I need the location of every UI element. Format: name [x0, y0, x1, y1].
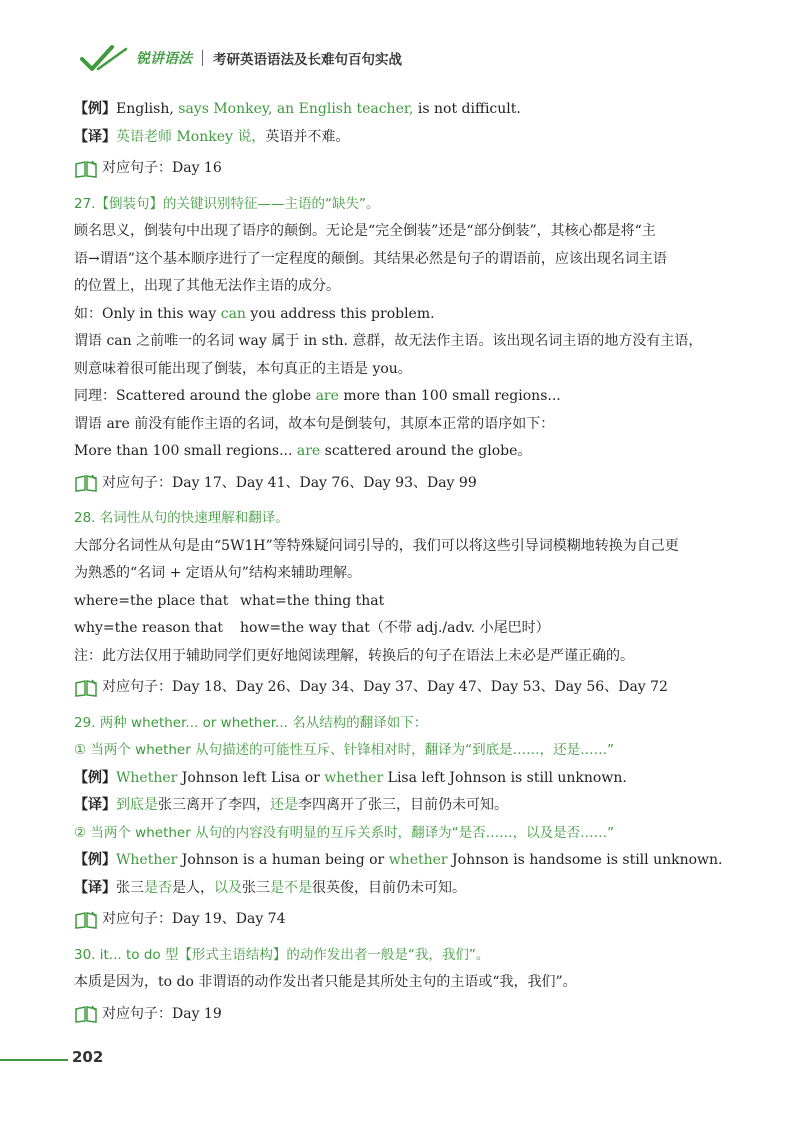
open-book-icon [74, 1004, 98, 1024]
open-book-icon [74, 159, 98, 179]
translation-sentence: 【译】到底是张三离开了李四，还是李四离开了张三，目前仍未可知。 [74, 797, 508, 813]
equivalence-row: where=the place that what=the thing that [74, 592, 385, 609]
paragraph-line: 谓语 are 前没有能作主语的名词，故本句是倒装句，其原本正常的语序如下： [74, 415, 555, 432]
ref-label: 对应句子： [102, 160, 172, 176]
header-separator [202, 50, 203, 66]
section-heading-29: 29. 两种 whether... or whether... 名从结构的翻译如下： [74, 714, 428, 731]
ref-sentences [74, 906, 764, 934]
ref-sentences [74, 155, 764, 183]
example-sentence: 同理：Scattered around the globe are more than 100 small regions... [74, 388, 561, 404]
ref-days: Day 16 [172, 160, 222, 176]
translation-sentence: 【译】张三是否是人，以及张三是不是很英俊，目前仍未可知。 [74, 879, 466, 896]
highlight: says Monkey, an English teacher, [178, 101, 414, 117]
paragraph-line: 为熟悉的“名词 + 定语从句”结构来辅助理解。 [74, 565, 361, 581]
example-sentence: 如：Only in this way can you address this problem. [74, 305, 435, 322]
translation-tag: 【译】 [74, 128, 116, 145]
page-number: 202 [72, 1048, 104, 1066]
ref-label: 对应句子： [102, 474, 172, 491]
ref-days: Day 18、Day 26、Day 34、Day 37、Day 47、Day 53、Day 56、Day 72 [172, 679, 668, 695]
paragraph-line: 则意味着很可能出现了倒装，本句真正的主语是 you。 [74, 360, 412, 377]
paragraph-line: 顾名思义，倒装句中出现了语序的颠倒。无论是“完全倒装”还是“部分倒装”，其核心都是将“主 [74, 223, 656, 239]
highlight: are [296, 443, 321, 459]
note: 注：此方法仅用于辅助同学们更好地阅读理解，转换后的句子在语法上未必是严谨正确的。 [74, 647, 634, 664]
check-pen-icon [78, 43, 134, 73]
ref-days: Day 17、Day 41、Day 76、Day 93、Day 99 [172, 474, 477, 491]
example-sentence: 【例】Whether Johnson left Lisa or whether Lisa left Johnson is still unknown. [74, 769, 627, 786]
paragraph-line: 大部分名词性从句是由“5W1H”等特殊疑问词引导的，我们可以将这些引导词模糊地转换为自己更 [74, 537, 679, 554]
ref-sentences [74, 470, 764, 498]
section-heading-27: 27.【倒装句】的关键识别特征——主语的“缺失”。 [74, 195, 380, 212]
case-2: ② 当两个 whether 从句的内容没有明显的互斥关系时，翻译为“是否……，以及是否……” [74, 824, 615, 841]
highlight: are [315, 388, 339, 404]
page-body [74, 96, 764, 1034]
highlight: 英语老师 Monkey 说， [116, 128, 266, 145]
highlight: can [220, 305, 246, 322]
ref-label: 对应句子： [102, 911, 172, 927]
section-heading-28: 28. 名词性从句的快速理解和翻译。 [74, 510, 289, 526]
equivalence-row: why=the reason that how=the way that（不带 adj./adv. 小尾巴时） [74, 620, 550, 636]
open-book-icon [74, 678, 98, 698]
footer-rule [0, 1059, 68, 1061]
translation-sentence: 【译】英语老师 Monkey 说，英语并不难。 [74, 128, 350, 145]
ref-label: 对应句子： [102, 679, 172, 695]
open-book-icon [74, 910, 98, 930]
paragraph-line: 谓语 can 之前唯一的名词 way 属于 in sth. 意群，故无法作主语。该出现名词主语的地方没有主语， [74, 333, 703, 349]
ref-days: Day 19、Day 74 [172, 911, 286, 927]
ref-label: 对应句子： [102, 1005, 172, 1022]
example-tag: 【例】 [74, 101, 116, 117]
example-sentence: 【例】English, says Monkey, an English teacher, is not difficult. [74, 101, 521, 117]
page-header [78, 40, 402, 76]
paragraph-line: 本质是因为，to do 非谓语的动作发出者只能是其所处主句的主语或“我，我们”。 [74, 974, 577, 990]
paragraph-line: 的位置上，出现了其他无法作主语的成分。 [74, 278, 340, 294]
example-sentence: 【例】Whether Johnson is a human being or whether Johnson is handsome is still unknown. [74, 852, 723, 868]
ref-days: Day 19 [172, 1005, 222, 1022]
open-book-icon [74, 473, 98, 493]
paragraph-line: 语→谓语”这个基本顺序进行了一定程度的颠倒。其结果必然是句子的谓语前，应该出现名词主语 [74, 250, 667, 267]
ref-sentences [74, 674, 764, 702]
case-1: ① 当两个 whether 从句描述的可能性互斥、针锋相对时，翻译为“到底是……，还是……” [74, 742, 615, 758]
example-sentence: More than 100 small regions... are scattered around the globe。 [74, 443, 532, 459]
book-subtitle: 考研英语语法及长难句百句实战 [213, 52, 402, 68]
brand-name: 锐讲语法 [136, 51, 192, 67]
ref-sentences [74, 1001, 764, 1029]
section-heading-30: 30. it... to do 型【形式主语结构】的动作发出者一般是“我，我们”。 [74, 946, 490, 963]
